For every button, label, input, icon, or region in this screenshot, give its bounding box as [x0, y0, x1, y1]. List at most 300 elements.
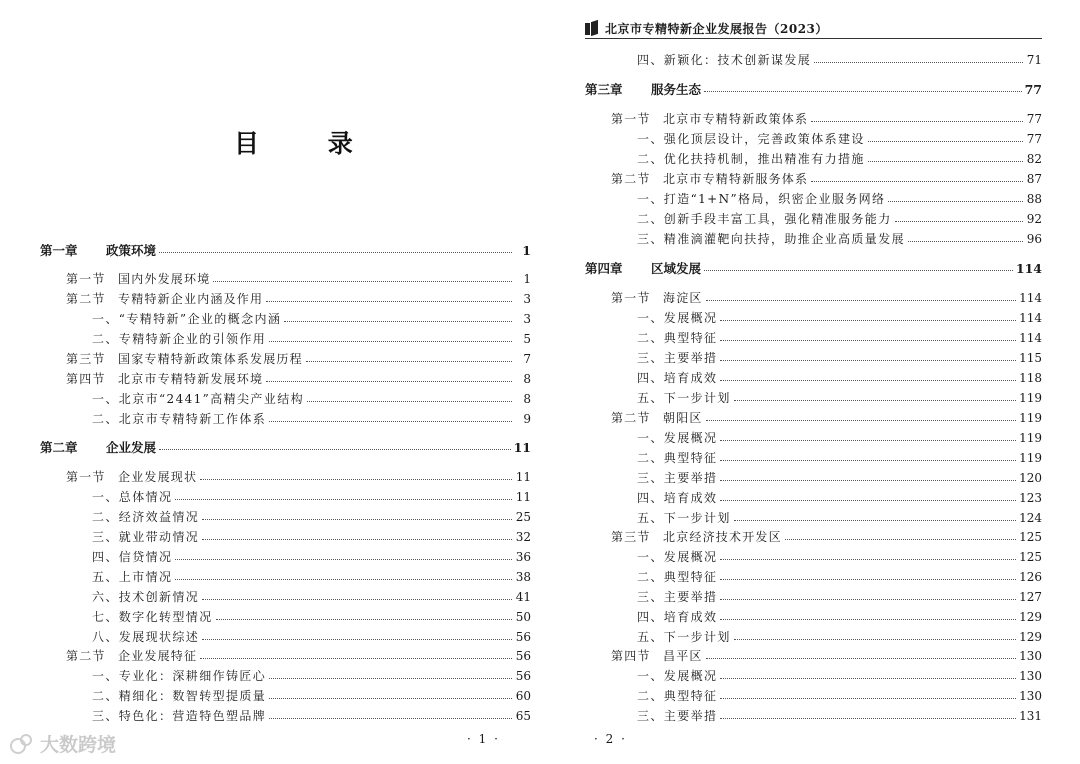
toc-entry-page: 65: [515, 709, 531, 723]
toc-entry-item: [637, 150, 1042, 169]
dot-leader: [175, 559, 512, 560]
toc-entry-page: 71: [1026, 53, 1042, 67]
toc-entry-title: 专精特新企业内涵及作用: [118, 292, 264, 306]
dot-leader: [175, 499, 512, 500]
toc-entry-label: [611, 409, 703, 428]
toc-entry-label: [637, 489, 717, 508]
toc-entry-item: [637, 51, 1042, 70]
toc-entry-title: 四、培育成效: [637, 491, 718, 505]
page-number-right: · 2 ·: [594, 732, 627, 746]
toc-entry-item: [637, 210, 1042, 229]
toc-entry-page: 125: [1019, 530, 1042, 544]
toc-entry-section: [66, 270, 531, 289]
toc-entry-item: [92, 608, 531, 627]
toc-entry-number: 第一章: [40, 243, 78, 258]
toc-entry-title: 北京市专精特新服务体系: [663, 172, 809, 186]
dot-leader: [202, 639, 512, 640]
toc-entry-label: [92, 687, 266, 706]
toc-entry-label: [92, 330, 266, 349]
toc-entry-label: [637, 230, 905, 249]
toc-entry-section: [611, 528, 1042, 547]
toc-entry-label: [637, 51, 811, 70]
toc-entry-page: 130: [1019, 669, 1042, 683]
toc-entry-section: [66, 468, 531, 487]
toc-entry-label: [637, 628, 731, 647]
toc-entry-number: 第二节: [66, 292, 106, 306]
toc-entry-label: [611, 647, 703, 666]
toc-entry-item: [92, 687, 531, 706]
toc-entry-chapter: [40, 438, 531, 457]
toc-entry-item: [637, 429, 1042, 448]
toc-entry-title: 北京市专精特新发展环境: [118, 372, 264, 386]
toc-entry-title: 企业发展现状: [118, 470, 198, 484]
toc-entry-title: 二、创新手段丰富工具，强化精准服务能力: [637, 212, 892, 226]
toc-entry-number: 第四节: [611, 649, 651, 663]
toc-entry-label: [611, 289, 703, 308]
toc-entry-page: 82: [1026, 152, 1042, 166]
toc-entry-page: 11: [515, 470, 531, 484]
toc-entry-title: 四、培育成效: [637, 371, 718, 385]
dot-leader: [704, 91, 1022, 92]
toc-entry-label: [92, 608, 213, 627]
toc-entry-page: 131: [1019, 709, 1042, 723]
toc-entry-label: [92, 707, 266, 726]
toc-title: 目 录: [234, 129, 383, 158]
toc-entry-page: 3: [523, 292, 531, 306]
toc-entry-item: [637, 369, 1042, 388]
toc-entry-page: 114: [1019, 311, 1042, 325]
toc-entry-title: 一、发展概况: [637, 311, 718, 325]
dot-leader: [895, 221, 1023, 222]
dot-leader: [720, 698, 1016, 699]
toc-entry-label: [637, 329, 717, 348]
toc-entry-item: [637, 628, 1042, 647]
toc-entry-item: [637, 349, 1042, 368]
toc-entry-page: 7: [523, 352, 531, 366]
toc-entry-page: 41: [515, 590, 531, 604]
dot-leader: [720, 599, 1016, 600]
toc-entry-page: 130: [1019, 689, 1042, 703]
toc-entry-label: [637, 309, 717, 328]
toc-entry-page: 115: [1019, 351, 1042, 365]
toc-entry-title: 一、发展概况: [637, 550, 718, 564]
toc-entry-label: [611, 170, 808, 189]
toc-entry-section: [66, 647, 531, 666]
dot-leader: [868, 161, 1023, 162]
toc-entry-section: [611, 110, 1042, 129]
toc-entry-title: 二、典型特征: [637, 689, 718, 703]
running-header: [585, 18, 1042, 39]
toc-entry-section: [66, 290, 531, 309]
toc-entry-label: [611, 528, 782, 547]
toc-entry-page: 87: [1026, 172, 1042, 186]
toc-entry-title: 一、发展概况: [637, 669, 718, 683]
toc-entry-label: [66, 350, 303, 369]
toc-entry-title: 五、下一步计划: [637, 630, 731, 644]
toc-entry-section: [66, 350, 531, 369]
toc-entry-item: [92, 568, 531, 587]
toc-entry-item: [92, 588, 531, 607]
toc-entry-title: 二、精细化：数智转型提质量: [92, 689, 267, 703]
dot-leader: [811, 121, 1023, 122]
toc-entry-item: [92, 330, 531, 349]
toc-entry-title: 区域发展: [651, 261, 702, 276]
dot-leader: [811, 181, 1023, 182]
toc-entry-item: [92, 410, 531, 429]
toc-entry-page: 60: [515, 689, 531, 703]
dot-leader: [785, 539, 1016, 540]
dot-leader: [284, 321, 512, 322]
toc-entry-title: 六、技术创新情况: [92, 590, 200, 604]
dot-leader: [159, 252, 512, 253]
toc-entry-page: 1: [523, 272, 531, 286]
toc-entry-number: 第四章: [585, 261, 623, 276]
toc-entry-title: 三、就业带动情况: [92, 530, 200, 544]
dot-leader: [200, 658, 512, 659]
toc-entry-page: 38: [515, 570, 531, 584]
toc-entry-page: 92: [1026, 212, 1042, 226]
toc-entry-number: 第二章: [40, 440, 78, 455]
toc-entry-number: 第三节: [66, 352, 106, 366]
dot-leader: [720, 440, 1016, 441]
toc-entry-title: 朝阳区: [663, 411, 703, 425]
toc-entry-title: 一、发展概况: [637, 431, 718, 445]
toc-entry-item: [637, 667, 1042, 686]
toc-entry-label: [585, 80, 701, 99]
toc-entry-page: 77: [1026, 112, 1042, 126]
dot-leader: [202, 519, 512, 520]
toc-entry-page: 118: [1019, 371, 1042, 385]
toc-entry-number: 第一节: [66, 470, 106, 484]
toc-entry-label: [92, 488, 172, 507]
toc-entry-page: 5: [523, 332, 531, 346]
dot-leader: [720, 500, 1016, 501]
toc-entry-item: [92, 667, 531, 686]
toc-entry-label: [92, 588, 199, 607]
toc-entry-item: [637, 548, 1042, 567]
toc-entry-label: [92, 390, 304, 409]
toc-entry-label: [66, 468, 197, 487]
toc-entry-page: 25: [515, 510, 531, 524]
dot-leader: [720, 559, 1016, 560]
toc-entry-label: [637, 469, 717, 488]
toc-entry-chapter: [585, 80, 1042, 99]
toc-entry-label: [637, 130, 865, 149]
toc-entry-number: 第四节: [66, 372, 106, 386]
toc-entry-title: 三、主要举措: [637, 351, 718, 365]
dot-leader: [266, 301, 512, 302]
toc-entry-page: 77: [1026, 132, 1042, 146]
toc-entry-label: [637, 568, 717, 587]
dot-leader: [720, 678, 1016, 679]
toc-entry-label: [66, 270, 210, 289]
toc-entry-title: 一、打造“1+N”格局，织密企业服务网络: [637, 192, 886, 206]
toc-entry-item: [92, 310, 531, 329]
toc-entry-page: 124: [1019, 511, 1042, 525]
dot-leader: [734, 639, 1016, 640]
toc-entry-label: [66, 647, 197, 666]
toc-entry-title: 二、典型特征: [637, 331, 718, 345]
toc-entry-page: 114: [1019, 291, 1042, 305]
toc-entry-label: [585, 259, 701, 278]
toc-entry-label: [637, 150, 865, 169]
toc-entry-title: 一、专业化：深耕细作铸匠心: [92, 669, 267, 683]
toc-entry-title: 五、上市情况: [92, 570, 173, 584]
toc-entry-page: 8: [523, 392, 531, 406]
toc-entry-chapter: [585, 259, 1042, 278]
toc-entry-label: [637, 349, 717, 368]
toc-entry-page: 11: [513, 440, 531, 455]
toc-entry-title: 北京经济技术开发区: [663, 530, 782, 544]
toc-entry-title: 三、主要举措: [637, 471, 718, 485]
toc-entry-title: 五、下一步计划: [637, 511, 731, 525]
toc-entry-title: 二、北京市专精特新工作体系: [92, 412, 267, 426]
toc-entry-label: [637, 449, 717, 468]
dot-leader: [706, 658, 1016, 659]
toc-entry-title: 一、总体情况: [92, 490, 173, 504]
toc-entry-page: 56: [515, 630, 531, 644]
toc-entry-label: [611, 110, 808, 129]
dot-leader: [202, 599, 512, 600]
toc-entry-label: [92, 310, 281, 329]
toc-entry-page: 127: [1019, 590, 1042, 604]
toc-entry-label: [92, 568, 172, 587]
toc-entry-page: 120: [1019, 471, 1042, 485]
toc-entry-page: 77: [1024, 82, 1042, 97]
toc-entry-label: [637, 389, 731, 408]
toc-entry-number: 第二节: [611, 411, 651, 425]
toc-entry-title: 昌平区: [663, 649, 703, 663]
toc-entry-item: [637, 130, 1042, 149]
dot-leader: [202, 539, 512, 540]
toc-entry-title: 三、特色化：营造特色塑品牌: [92, 709, 267, 723]
toc-entry-title: 二、经济效益情况: [92, 510, 200, 524]
toc-entry-item: [92, 707, 531, 726]
toc-entry-number: 第一节: [611, 112, 651, 126]
toc-entry-item: [92, 548, 531, 567]
toc-entry-title: 国家专精特新政策体系发展历程: [118, 352, 303, 366]
dot-leader: [720, 579, 1016, 580]
toc-entry-item: [637, 329, 1042, 348]
toc-entry-label: [92, 410, 266, 429]
toc-entry-page: 1: [522, 243, 531, 258]
toc-entry-label: [92, 667, 266, 686]
toc-entry-title: 一、强化顶层设计，完善政策体系建设: [637, 132, 865, 146]
dot-leader: [706, 420, 1016, 421]
dot-leader: [734, 400, 1016, 401]
book-logo-icon: [585, 21, 599, 35]
toc-entry-item: [637, 707, 1042, 726]
toc-entry-section: [611, 170, 1042, 189]
toc-entry-label: [637, 210, 892, 229]
toc-entry-item: [637, 489, 1042, 508]
dot-leader: [734, 520, 1016, 521]
watermark-logo-icon: [10, 734, 34, 754]
toc-entry-title: 七、数字化转型情况: [92, 610, 213, 624]
toc-entry-item: [637, 608, 1042, 627]
dot-leader: [720, 480, 1016, 481]
dot-leader: [908, 241, 1023, 242]
toc-entry-title: 一、“专精特新”企业的概念内涵: [92, 312, 282, 326]
toc-entry-item: [637, 230, 1042, 249]
toc-entry-item: [92, 528, 531, 547]
toc-entry-page: 129: [1019, 630, 1042, 644]
toc-entry-section: [611, 289, 1042, 308]
watermark: [10, 730, 116, 757]
toc-entry-label: [637, 667, 717, 686]
dot-leader: [269, 718, 512, 719]
toc-entry-title: 二、典型特征: [637, 451, 718, 465]
toc-entry-title: 服务生态: [651, 82, 702, 97]
toc-entry-title: 国内外发展环境: [118, 272, 211, 286]
toc-entry-page: 119: [1019, 411, 1042, 425]
dot-leader: [720, 320, 1016, 321]
watermark-text: 大数跨境: [40, 734, 117, 756]
toc-entry-page: 11: [515, 490, 531, 504]
dot-leader: [159, 449, 511, 450]
toc-entry-title: 四、培育成效: [637, 610, 718, 624]
toc-entry-title: 三、主要举措: [637, 590, 718, 604]
toc-entry-item: [637, 469, 1042, 488]
toc-entry-title: 四、新颖化：技术创新谋发展: [637, 53, 812, 67]
toc-entry-item: [637, 190, 1042, 209]
toc-entry-title: 八、发展现状综述: [92, 630, 200, 644]
toc-entry-item: [637, 449, 1042, 468]
toc-entry-label: [637, 429, 717, 448]
toc-entry-label: [637, 588, 717, 607]
dot-leader: [216, 619, 512, 620]
toc-entry-label: [40, 438, 156, 457]
toc-entry-title: 三、主要举措: [637, 709, 718, 723]
toc-entry-page: 129: [1019, 610, 1042, 624]
toc-entry-title: 企业发展特征: [118, 649, 198, 663]
toc-entry-item: [637, 568, 1042, 587]
toc-entry-section: [611, 409, 1042, 428]
dot-leader: [175, 579, 512, 580]
toc-entry-page: 123: [1019, 491, 1042, 505]
toc-entry-number: 第二节: [66, 649, 106, 663]
toc-entry-page: 8: [523, 372, 531, 386]
toc-entry-number: 第三节: [611, 530, 651, 544]
toc-entry-title: 三、精准滴灌靶向扶持，助推企业高质量发展: [637, 232, 906, 246]
toc-entry-number: 第三章: [585, 82, 623, 97]
dot-leader: [704, 270, 1013, 271]
toc-entry-item: [637, 389, 1042, 408]
toc-entry-number: 第一节: [611, 291, 651, 305]
dot-leader: [269, 678, 512, 679]
toc-entry-label: [92, 548, 172, 567]
dot-leader: [720, 460, 1016, 461]
dot-leader: [269, 421, 512, 422]
toc-entry-label: [92, 628, 199, 647]
dot-leader: [266, 381, 512, 382]
toc-entry-item: [92, 508, 531, 527]
toc-entry-page: 50: [515, 610, 531, 624]
toc-entry-page: 119: [1019, 451, 1042, 465]
toc-entry-title: 一、北京市“2441”高精尖产业结构: [92, 392, 305, 406]
toc-entry-page: 119: [1019, 391, 1042, 405]
toc-entry-label: [637, 190, 885, 209]
toc-entry-label: [40, 241, 156, 260]
dot-leader: [720, 619, 1016, 620]
dot-leader: [720, 380, 1016, 381]
toc-entry-item: [637, 687, 1042, 706]
toc-entry-page: 114: [1019, 331, 1042, 345]
dot-leader: [200, 479, 512, 480]
toc-entry-label: [637, 369, 717, 388]
toc-entry-title: 五、下一步计划: [637, 391, 731, 405]
toc-entry-title: 北京市专精特新政策体系: [663, 112, 809, 126]
toc-entry-page: 36: [515, 550, 531, 564]
toc-entry-page: 32: [515, 530, 531, 544]
dot-leader: [213, 281, 512, 282]
toc-entry-title: 企业发展: [106, 440, 157, 455]
dot-leader: [720, 340, 1016, 341]
toc-entry-page: 56: [515, 669, 531, 683]
dot-leader: [306, 361, 512, 362]
toc-entry-page: 114: [1015, 261, 1042, 276]
toc-entry-page: 56: [515, 649, 531, 663]
toc-entry-section: [66, 370, 531, 389]
toc-entry-page: 130: [1019, 649, 1042, 663]
dot-leader: [888, 201, 1023, 202]
toc-entry-page: 125: [1019, 550, 1042, 564]
dot-leader: [720, 718, 1016, 719]
toc-entry-label: [92, 528, 199, 547]
toc-entry-label: [637, 548, 717, 567]
toc-entry-page: 3: [523, 312, 531, 326]
dot-leader: [868, 141, 1023, 142]
toc-entry-item: [637, 588, 1042, 607]
toc-entry-label: [92, 508, 199, 527]
toc-entry-page: 119: [1019, 431, 1042, 445]
toc-entry-item: [637, 509, 1042, 528]
toc-entry-label: [637, 509, 731, 528]
toc-entry-page: 126: [1019, 570, 1042, 584]
running-header-title: 北京市专精特新企业发展报告（2023）: [605, 21, 828, 36]
toc-entry-number: 第一节: [66, 272, 106, 286]
toc-entry-chapter: [40, 241, 531, 260]
toc-entry-page: 96: [1026, 232, 1042, 246]
toc-entry-label: [637, 707, 717, 726]
toc-entry-label: [66, 290, 263, 309]
dot-leader: [269, 341, 512, 342]
dot-leader: [706, 300, 1016, 301]
toc-entry-label: [637, 608, 717, 627]
toc-entry-title: 政策环境: [106, 243, 157, 258]
toc-entry-page: 9: [523, 412, 531, 426]
toc-entry-item: [92, 390, 531, 409]
toc-entry-title: 二、优化扶持机制，推出精准有力措施: [637, 152, 865, 166]
toc-entry-title: 四、信贷情况: [92, 550, 173, 564]
toc-entry-title: 二、典型特征: [637, 570, 718, 584]
dot-leader: [307, 401, 512, 402]
toc-entry-page: 88: [1026, 192, 1042, 206]
toc-entry-item: [92, 628, 531, 647]
toc-entry-label: [637, 687, 717, 706]
dot-leader: [269, 698, 512, 699]
toc-entry-title: 二、专精特新企业的引领作用: [92, 332, 267, 346]
toc-entry-title: 海淀区: [663, 291, 703, 305]
page-number-left: · 1 ·: [467, 732, 500, 746]
toc-entry-item: [92, 488, 531, 507]
dot-leader: [720, 360, 1016, 361]
toc-entry-label: [66, 370, 263, 389]
toc-entry-item: [637, 309, 1042, 328]
toc-entry-section: [611, 647, 1042, 666]
dot-leader: [814, 62, 1023, 63]
toc-entry-number: 第二节: [611, 172, 651, 186]
